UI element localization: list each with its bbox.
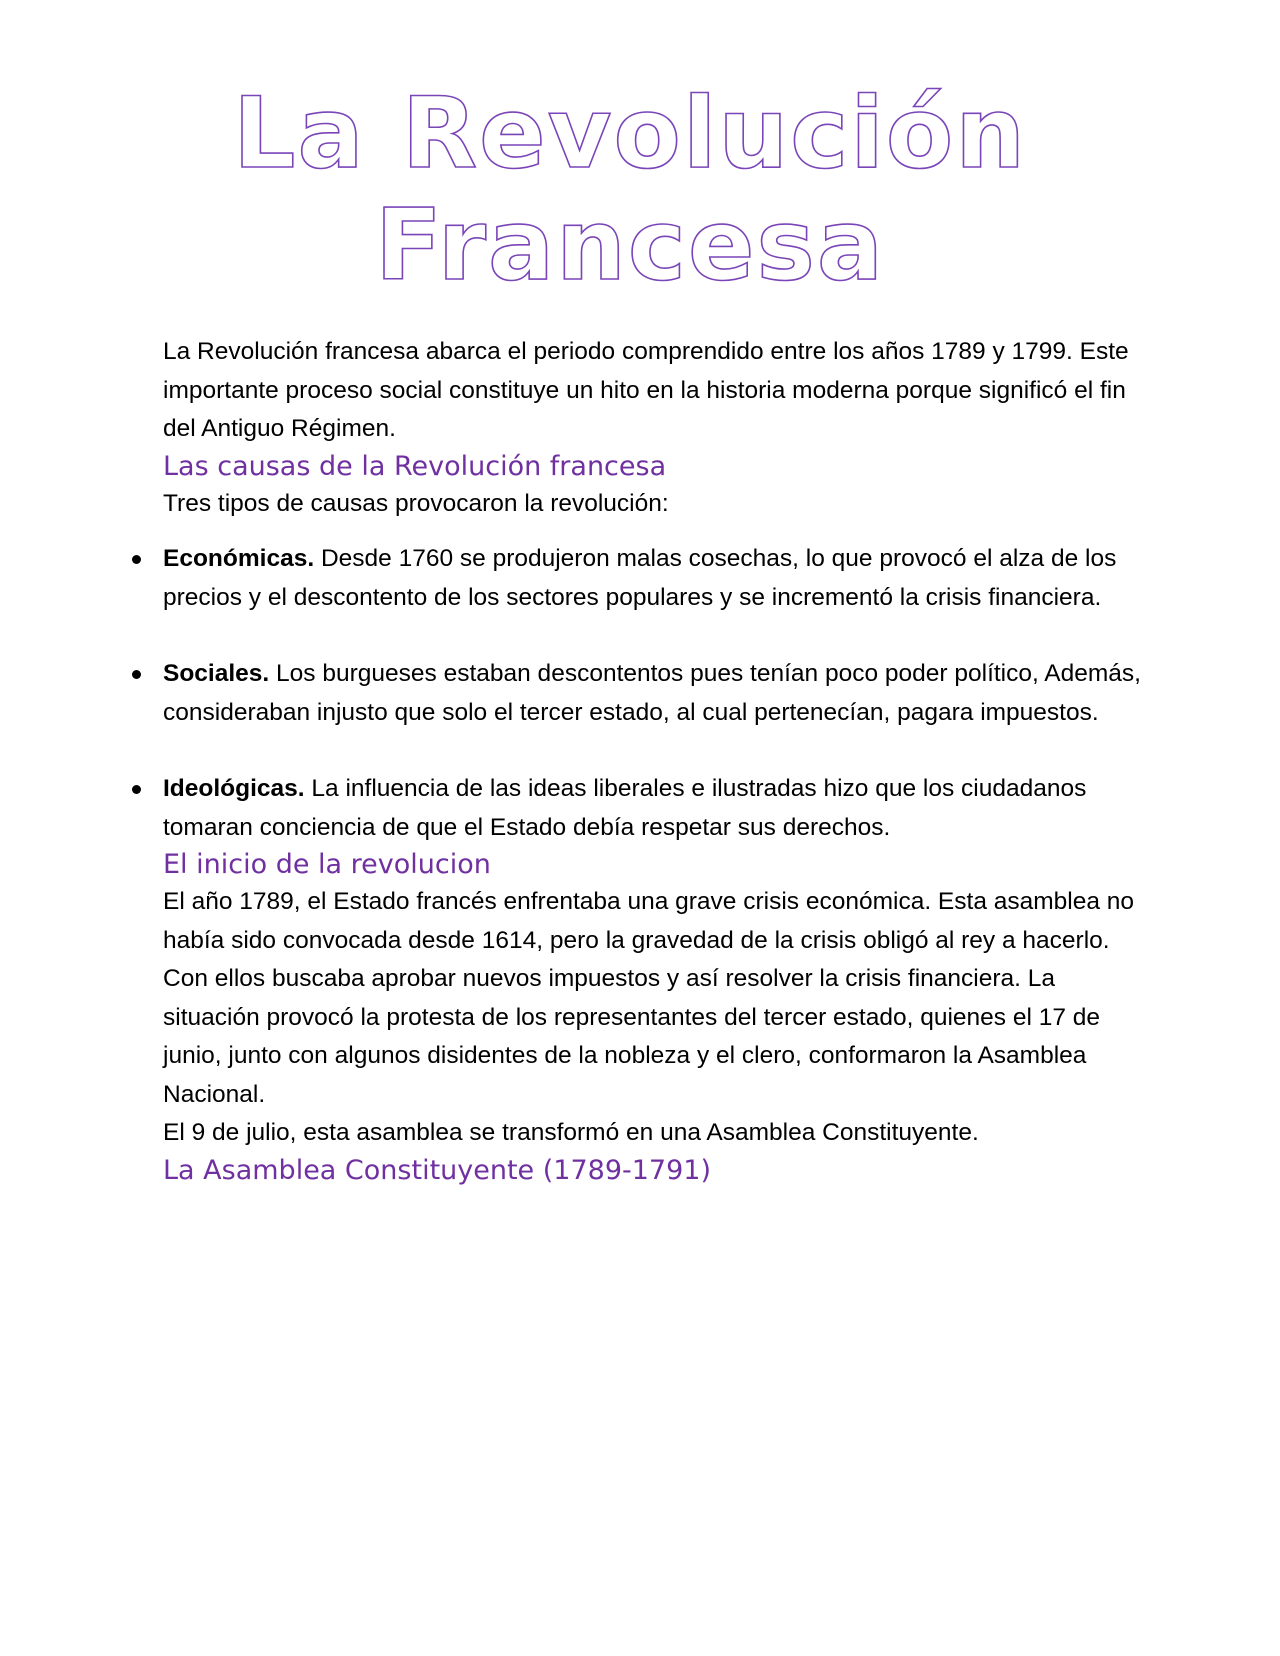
causas-intro-paragraph: Tres tipos de causas provocaron la revolución: <box>163 489 669 517</box>
list-item-economicas <box>163 540 1143 617</box>
cause-text: La influencia de las ideas liberales e ilustradas hizo que los ciudadanos tomaran conciencia de que el Estado debía respetar sus derechos. <box>163 775 1087 841</box>
heading-causas: Las causas de la Revolución francesa <box>163 450 667 482</box>
bullet-icon <box>132 670 141 679</box>
cause-label: Sociales. <box>163 660 270 687</box>
cause-label: Económicas. <box>163 545 315 572</box>
list-item-sociales <box>163 655 1143 732</box>
inicio-paragraph-2: El 9 de julio, esta asamblea se transformó en una Asamblea Constituyente. <box>163 1119 979 1146</box>
cause-text: Desde 1760 se produjeron malas cosechas, lo que provocó el alza de los precios y el descontento de los sectores populares y se incrementó la crisis financiera. <box>163 545 1117 611</box>
cause-text: Los burgueses estaban descontentos pues tenían poco poder político, Además, consideraban injusto que solo el tercer estado, al cual pertenecían, pagara impuestos. <box>163 660 1141 726</box>
title-line-2: Francesa <box>375 189 885 303</box>
causes-list <box>163 540 1143 847</box>
inicio-paragraph: El año 1789, el Estado francés enfrentaba una grave crisis económica. Esta asamblea no había sido convocada desde 1614, pero la gravedad de la crisis obligó al rey a hacerlo. Con ellos buscaba aprobar nuevos impuestos y así resolver la crisis financiera. La situación provocó la protesta de los representantes del tercer estado, quienes el 17 de junio, junto con algunos disidentes de la nobleza y el clero, conformaron la Asamblea Nacional. <box>163 888 1135 1108</box>
heading-asamblea: La Asamblea Constituyente (1789-1791) <box>163 1154 711 1186</box>
bullet-icon <box>132 555 141 564</box>
document-body <box>163 333 1143 1189</box>
title-line-1: La Revolución <box>233 77 1027 191</box>
intro-paragraph: La Revolución francesa abarca el periodo comprendido entre los años 1789 y 1799. Este importante proceso social constituye un hito en la historia moderna porque significó el fin del Antiguo Régimen. <box>163 338 1129 442</box>
list-item-ideologicas <box>163 770 1143 847</box>
bullet-icon <box>132 785 141 794</box>
cause-label: Ideológicas. <box>163 775 305 802</box>
heading-inicio: El inicio de la revolucion <box>163 849 491 880</box>
document-title <box>200 78 1060 302</box>
